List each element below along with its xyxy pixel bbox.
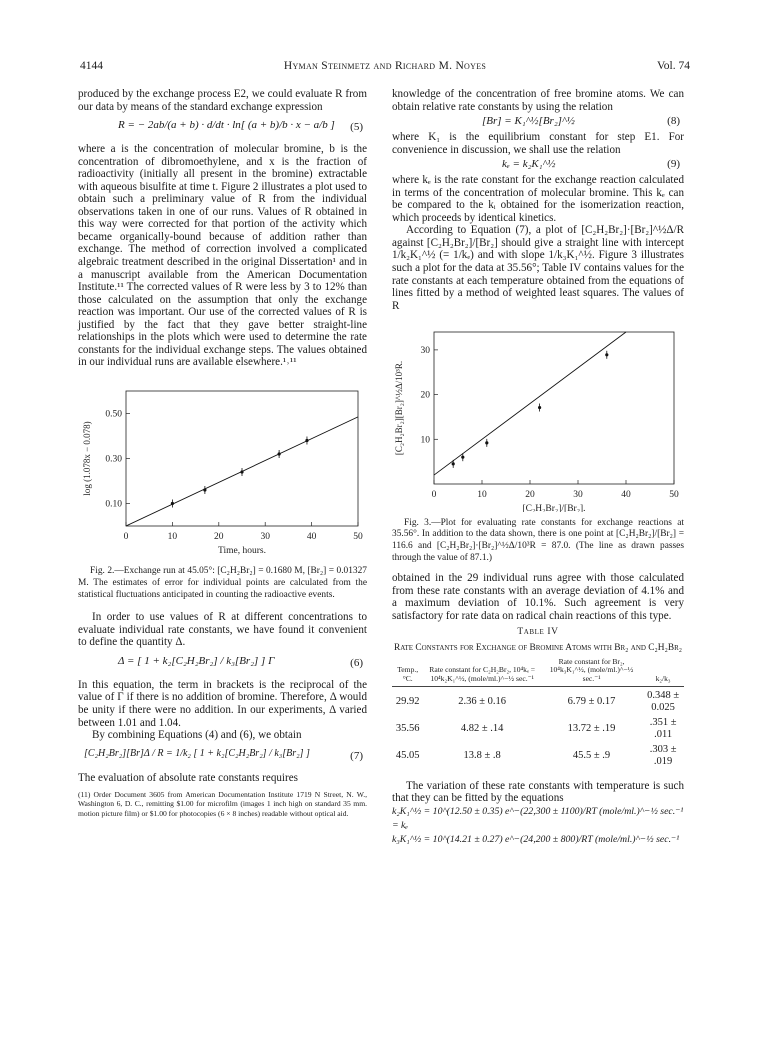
- equation-number: (6): [350, 656, 363, 669]
- paragraph: where kₑ is the rate constant for the exchange reaction calculated in terms of the concentration of molecular bromine. This kₑ can be compared to the kᵢ obtained for the isomerization reaction, which proceeds by identical kinetics.: [392, 174, 684, 224]
- right-column: [392, 88, 684, 847]
- table-cell: 4.82 ± .14: [460, 723, 504, 734]
- paragraph: where a is the concentration of molecular bromine, b is the concentration of dibromoethylene, and x is the fraction of radioactivity (initially all present in the bromine) extractable with aqueous bisulfite at time t. Figure 2 illustrates a plot used to obtain such a preliminary value of R from the individual observations taken in one of our runs. Values of R obtained in this way were corrected for that portion of the activity which became organically-bound because of addition rather than exchange. The method of correction involved a complicated algebraic treatment described in the original Dissertation¹ and in a manuscript available from the American Documentation Institute.¹¹ The corrected values of R were less by 3 to 12% than those calculated on the assumption that only the exchange reaction was important. Our use of the corrected values of R is justified by the fact that they gave better straight-line relationships in the plots which were used to determine the rate constants for the individual exchange steps. The values obtained in our individual runs are available elsewhere.¹˒¹¹: [78, 143, 367, 369]
- data-point: [278, 452, 281, 455]
- x-tick-label: 0: [123, 531, 129, 542]
- equation-body: [C₂H₂Br₂][Br]Δ / R = 1/k₂ [ 1 + k₂[C₂H₂Br₂] / k₃[Br₂] ]: [84, 747, 310, 759]
- table-cell: 2.36 ± 0.16: [458, 695, 507, 707]
- table-cell: 0.348 ± 0.025: [647, 689, 680, 714]
- data-point: [305, 439, 308, 442]
- figure-2-chart: [78, 383, 367, 561]
- figure-3-caption: Fig. 3.—Plot for evaluating rate constants for exchange reactions at 35.56°. In addition to the data shown, there is one point at [C₂H₂Br₂]/[Br₂] = 116.6 and [C₂H₂Br₂]·[Br₂]^½Δ/10³R = 87.0. (The line as drawn passes through the value of 87.1.): [392, 517, 684, 563]
- y-tick-label: 0.10: [105, 499, 122, 510]
- paragraph: knowledge of the concentration of free bromine atoms. We can obtain relative rate constants by using the relation: [392, 88, 684, 113]
- data-point: [203, 488, 206, 491]
- x-tick-label: 0: [431, 490, 437, 501]
- y-tick-label: 30: [420, 346, 430, 357]
- x-tick-label: 20: [214, 531, 224, 542]
- equation-9: [392, 156, 684, 174]
- x-tick-label: 10: [167, 531, 178, 542]
- x-tick-label: 50: [353, 531, 363, 542]
- equation-number: (8): [667, 115, 680, 128]
- data-point: [485, 441, 488, 444]
- table-header-cell: k₂/k₃: [642, 658, 684, 686]
- equation-body: Δ = [ 1 + k₂[C₂H₂Br₂] / k₃[Br₂] ] Γ: [118, 654, 275, 667]
- equation-number: (9): [667, 158, 680, 171]
- paragraph: In order to use values of R at different concentrations to evaluate individual rate constants, we have found it convenient to define the quantity Δ.: [78, 611, 367, 649]
- y-axis-label: log (1.078x − 0.078): [82, 421, 92, 496]
- table-header-row: [392, 658, 684, 686]
- x-axis-label: Time, hours.: [218, 545, 266, 556]
- table-header-cell: Rate constant for Br₂, 10⁴k₃K₁^½, (mole/ml.)^−½ sec.⁻¹: [541, 658, 642, 686]
- y-tick-label: 10: [420, 435, 430, 446]
- equation-5: [78, 113, 367, 143]
- equation-number: (5): [350, 121, 363, 134]
- data-point: [605, 353, 608, 356]
- paragraph: In this equation, the term in brackets is the reciprocal of the value of Γ if there is no addition of bromine. Therefore, Δ would be unity if there were no addition. In our experiments, Δ varied between 1.01 and 1.04.: [78, 678, 367, 729]
- table-header-cell: Rate constant for C₂H₂Br₂, 10⁴kₑ = 10⁴k₂K₁^½, (mole/ml.)^−½ sec.⁻¹: [423, 658, 541, 686]
- volume-number: Vol. 74: [656, 60, 690, 72]
- equation-number: (7): [350, 749, 363, 762]
- table-row: [392, 686, 684, 716]
- table-cell: 45.5 ± .9: [572, 750, 611, 762]
- table-cell: 13.72 ± .19: [567, 723, 616, 734]
- paragraph: produced by the exchange process E2, we could evaluate R from our data by means of the standard exchange expression: [78, 88, 367, 113]
- table-cell: 35.56: [395, 723, 420, 734]
- paragraph: where K₁ is the equilibrium constant for step E1. For convenience in discussion, we shall use the relation: [392, 131, 684, 156]
- paragraph: The variation of these rate constants with temperature is such that they can be fitted by the equations: [392, 779, 684, 805]
- data-point: [240, 470, 243, 473]
- table-cell: .351 ± .011: [649, 716, 677, 741]
- running-head-authors: Hyman Steinmetz and Richard M. Noyes: [283, 60, 487, 72]
- table-cell: 29.92: [395, 695, 420, 707]
- equation-body: kₑ = k₂K₁^½: [502, 158, 556, 171]
- data-point: [452, 462, 455, 465]
- figure-3: [392, 324, 684, 516]
- x-tick-label: 20: [525, 490, 535, 501]
- x-tick-label: 50: [669, 490, 679, 501]
- y-tick-label: 20: [420, 390, 430, 401]
- equation-rate-constant-3: k₃K₁^½ = 10^(14.21 ± 0.27) e^−(24,200 ± 800)/RT (mole/ml.)^−½ sec.⁻¹: [392, 834, 680, 846]
- running-header: [80, 60, 690, 76]
- table-subtitle: Rate Constants for Exchange of Bromine Atoms with Br₂ and C₂H₂Br₂: [393, 642, 683, 653]
- page-number: 4144: [80, 60, 103, 72]
- paragraph: The evaluation of absolute rate constants requires: [78, 771, 298, 784]
- table-cell: .303 ± .019: [649, 743, 677, 768]
- equation-body: [Br] = K₁^½[Br₂]^½: [482, 115, 575, 128]
- y-axis-label: [C₂H₂Br₂][Br₂]^½Δ/10³R.: [394, 361, 404, 456]
- x-tick-label: 30: [260, 531, 270, 542]
- table-cell: 6.79 ± 0.17: [567, 695, 616, 707]
- x-tick-label: 40: [621, 490, 631, 501]
- equation-rate-constant-e: k₂K₁^½ = 10^(12.50 ± 0.35) e^−(22,300 ± 1100)/RT (mole/ml.)^−½ sec.⁻¹ = kₑ: [392, 806, 684, 832]
- footnote-11: (11) Order Document 3605 from American Documentation Institute 1719 N Street, N. W., Washington 6, D. C., remitting $1.00 for microfilm (images 1 inch high on standard 35 mm. motion picture film) or $1.00 for photocopies (6 × 8 inches) readable without optical aid.: [78, 790, 367, 818]
- figure-2: [78, 383, 367, 565]
- y-tick-label: 0.50: [105, 409, 122, 420]
- plot-frame: [434, 332, 674, 484]
- equation-8: [392, 113, 684, 131]
- x-axis-label: [C₂H₂Br₂]/[Br₂].: [522, 504, 586, 513]
- figure-2-caption: Fig. 2.—Exchange run at 45.05°: [C₂H₂Br₂] = 0.1680 M, [Br₂] = 0.01327 M. The estimates of error for individual points are calculated from the statistical fluctuations anticipated in counting the radioactive events.: [78, 566, 367, 600]
- x-tick-label: 30: [573, 490, 583, 501]
- paragraph: obtained in the 29 individual runs agree with those calculated from these rate constants with an average deviation of 4.1% and a maximum deviation of 10.1%. Such agreement is very satisfactory for rate data on radical chain reactions of this type.: [392, 572, 684, 622]
- equation-6: [78, 649, 367, 679]
- paragraph: According to Equation (7), a plot of [C₂H₂Br₂]·[Br₂]^½Δ/R against [C₂H₂Br₂]/[Br₂] should give a straight line with intercept 1/k₂K₁^½ (= 1/kₑ) and with slope 1/k₃K₁^½. Figure 3 illustrates such a plot for the data at 35.56°; Table IV contains values for the rate constants at each temperature obtained from the equations of lines fitted by a method of weighted least squares. The values of R: [392, 224, 684, 312]
- paragraph: By combining Equations (4) and (6), we obtain: [92, 729, 302, 742]
- x-tick-label: 10: [477, 490, 487, 501]
- table-cell: 45.05: [395, 750, 420, 762]
- figure-3-chart: [392, 324, 684, 512]
- table-title: Table IV: [517, 627, 559, 638]
- table-iv: [392, 658, 684, 770]
- equation-body: R = − 2ab/(a + b) · d/dt · ln[ (a + b)/b · x − a/b ]: [118, 119, 335, 132]
- x-tick-label: 40: [306, 531, 317, 542]
- table-row: [392, 743, 684, 770]
- data-point: [461, 456, 464, 459]
- table-header-cell: Temp., °C.: [392, 658, 423, 686]
- plot-frame: [126, 391, 358, 526]
- y-tick-label: 0.30: [105, 454, 122, 465]
- equation-7: [78, 742, 367, 772]
- table-row: [392, 716, 684, 743]
- table-cell: 13.8 ± .8: [463, 750, 501, 762]
- data-point: [538, 406, 541, 409]
- left-column: [78, 88, 367, 818]
- data-point: [171, 502, 174, 505]
